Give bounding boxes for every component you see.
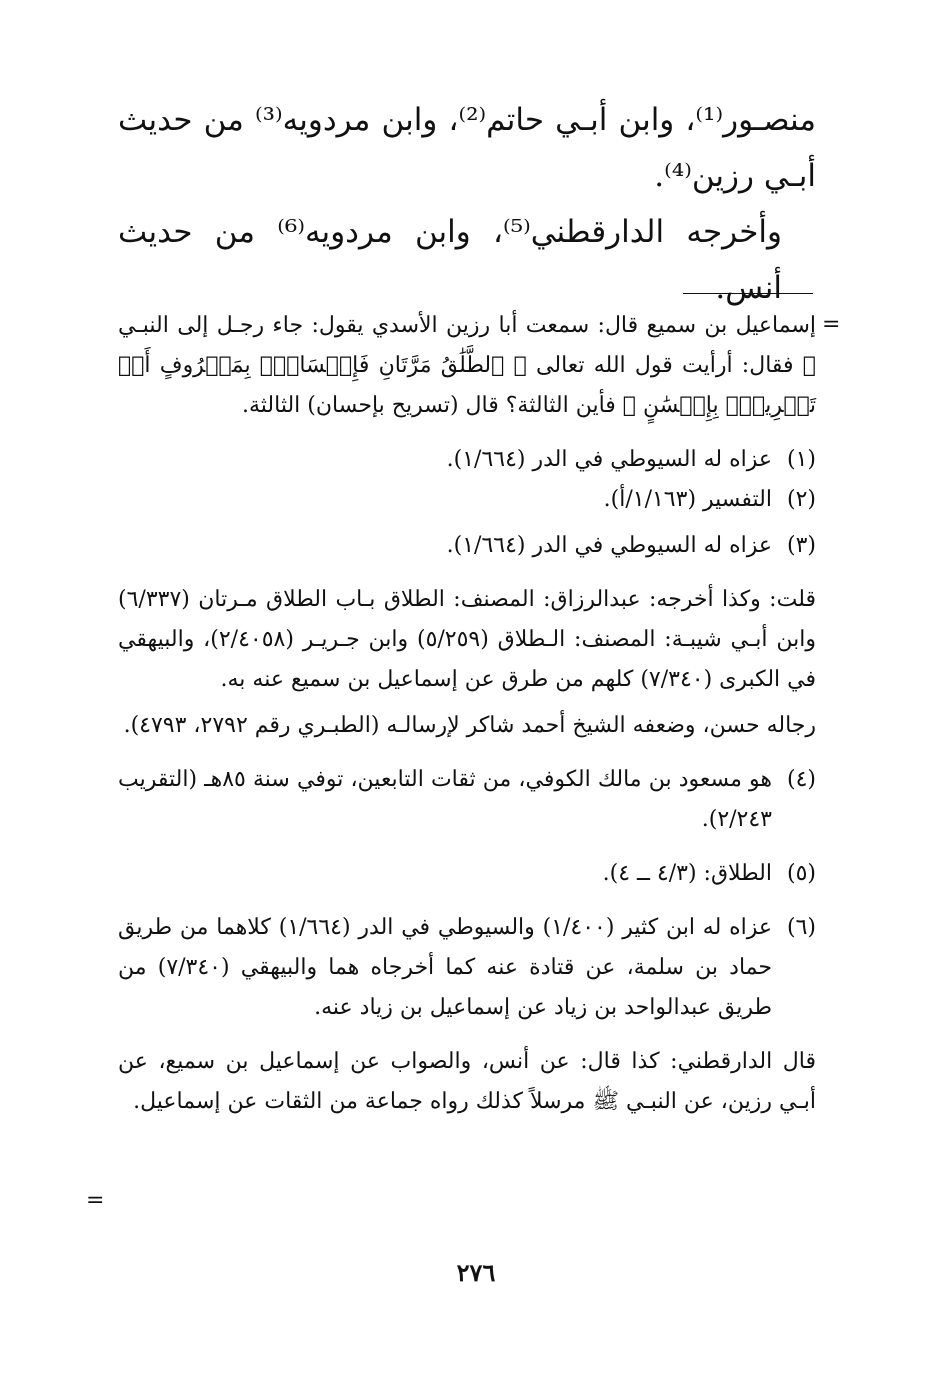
footnotes [118, 306, 816, 1122]
footnote-5 [118, 854, 816, 894]
footnote-6 [118, 908, 816, 1028]
footnote-6-daraqutni: قال الدارقطني: كذا قال: عن أنس، والصواب عن إسماعيل بن سميع، عن أبـي رزين، عن النبـي ﷺ مرسلاً كذلك رواه جماعة من الثقات عن إسماعيل. [118, 1049, 816, 1114]
footnote-number: (٥) [786, 861, 816, 886]
footnote-number: (٦) [786, 915, 816, 940]
footnote-text: التفسير (١/١٦٣/أ). [603, 487, 772, 512]
footnote-3-comment: قلت: وكذا أخرجه: عبدالرزاق: المصنف: الطلاق بـاب الطلاق مـرتان (٦/٣٣٧) وابن أبـي شيبـة: المصنف: الـطلاق (٥/٢٥٩) وابن جـريـر (٢/٤٠٥٨)، والبيهقي في الكبرى (٧/٣٤٠) كلهم من طرق عن إسماعيل بن سميع عنه به. [118, 587, 816, 692]
footnote-2 [118, 480, 816, 520]
footnote-4 [118, 760, 816, 840]
footnote-3 [118, 526, 816, 566]
footnote-carryover: إسماعيل بن سميع قال: سمعت أبا رزين الأسدي يقول: جاء رجـل إلى النبـي ﷺ فقال: أرأيت قول الله تعالى ﴿ ٱلطَّلَٰقُ مَرَّتَانِ فَإِمۡسَاكُۢ بِمَعۡرُوفٍ أَوۡ تَسۡرِيحُۢ بِإِحۡسَٰنٍ ﴾ فأين الثالثة؟ قال (تسريح بإحسان) الثالثة. [118, 313, 816, 418]
footnote-text: عزاه له السيوطي في الدر (١/٦٦٤). [446, 447, 772, 472]
footnote-text: الطلاق: (٤/٣ ــ ٤). [602, 861, 772, 886]
footnote-number: (١) [786, 447, 816, 472]
carryover-marker-top: = [822, 312, 841, 337]
footnote-text: هو مسعود بن مالك الكوفي، من ثقات التابعين، توفي سنة ٨٥هـ (التقريب ٢/٢٤٣). [118, 767, 772, 832]
footnote-1 [118, 440, 816, 480]
footnote-number: (٣) [786, 533, 816, 558]
footnote-text: عزاه له السيوطي في الدر (١/٦٦٤). [446, 533, 772, 558]
footnote-separator [683, 293, 813, 294]
carryover-marker-bottom: = [86, 1188, 105, 1213]
main-text [118, 92, 816, 316]
main-paragraph-2: وأخرجه الدارقطني⁽⁵⁾، وابن مردويه⁽⁶⁾ من حديث أنس. [118, 214, 782, 306]
footnote-text: عزاه له ابن كثير (١/٤٠٠) والسيوطي في الدر (١/٦٦٤) كلاهما من طريق حماد بن سلمة، عن قتادة عنه كما أخرجاه هما والبيهقي (٧/٣٤٠) من طريق عبدالواحد بن زياد عن إسماعيل بن زياد عنه. [118, 915, 773, 1020]
footnote-3-grading: رجاله حسن، وضعفه الشيخ أحمد شاكر لإرسالـه (الطبـري رقم ٢٧٩٢، ٤٧٩٣). [123, 713, 816, 738]
main-paragraph-1: منصـور⁽¹⁾، وابن أبـي حاتم⁽²⁾، وابن مردويه⁽³⁾ من حديث أبـي رزين⁽⁴⁾. [118, 102, 817, 194]
footnote-number: (٢) [786, 487, 816, 512]
page-number: ٢٧٦ [456, 1258, 496, 1287]
footnote-number: (٤) [786, 767, 816, 792]
